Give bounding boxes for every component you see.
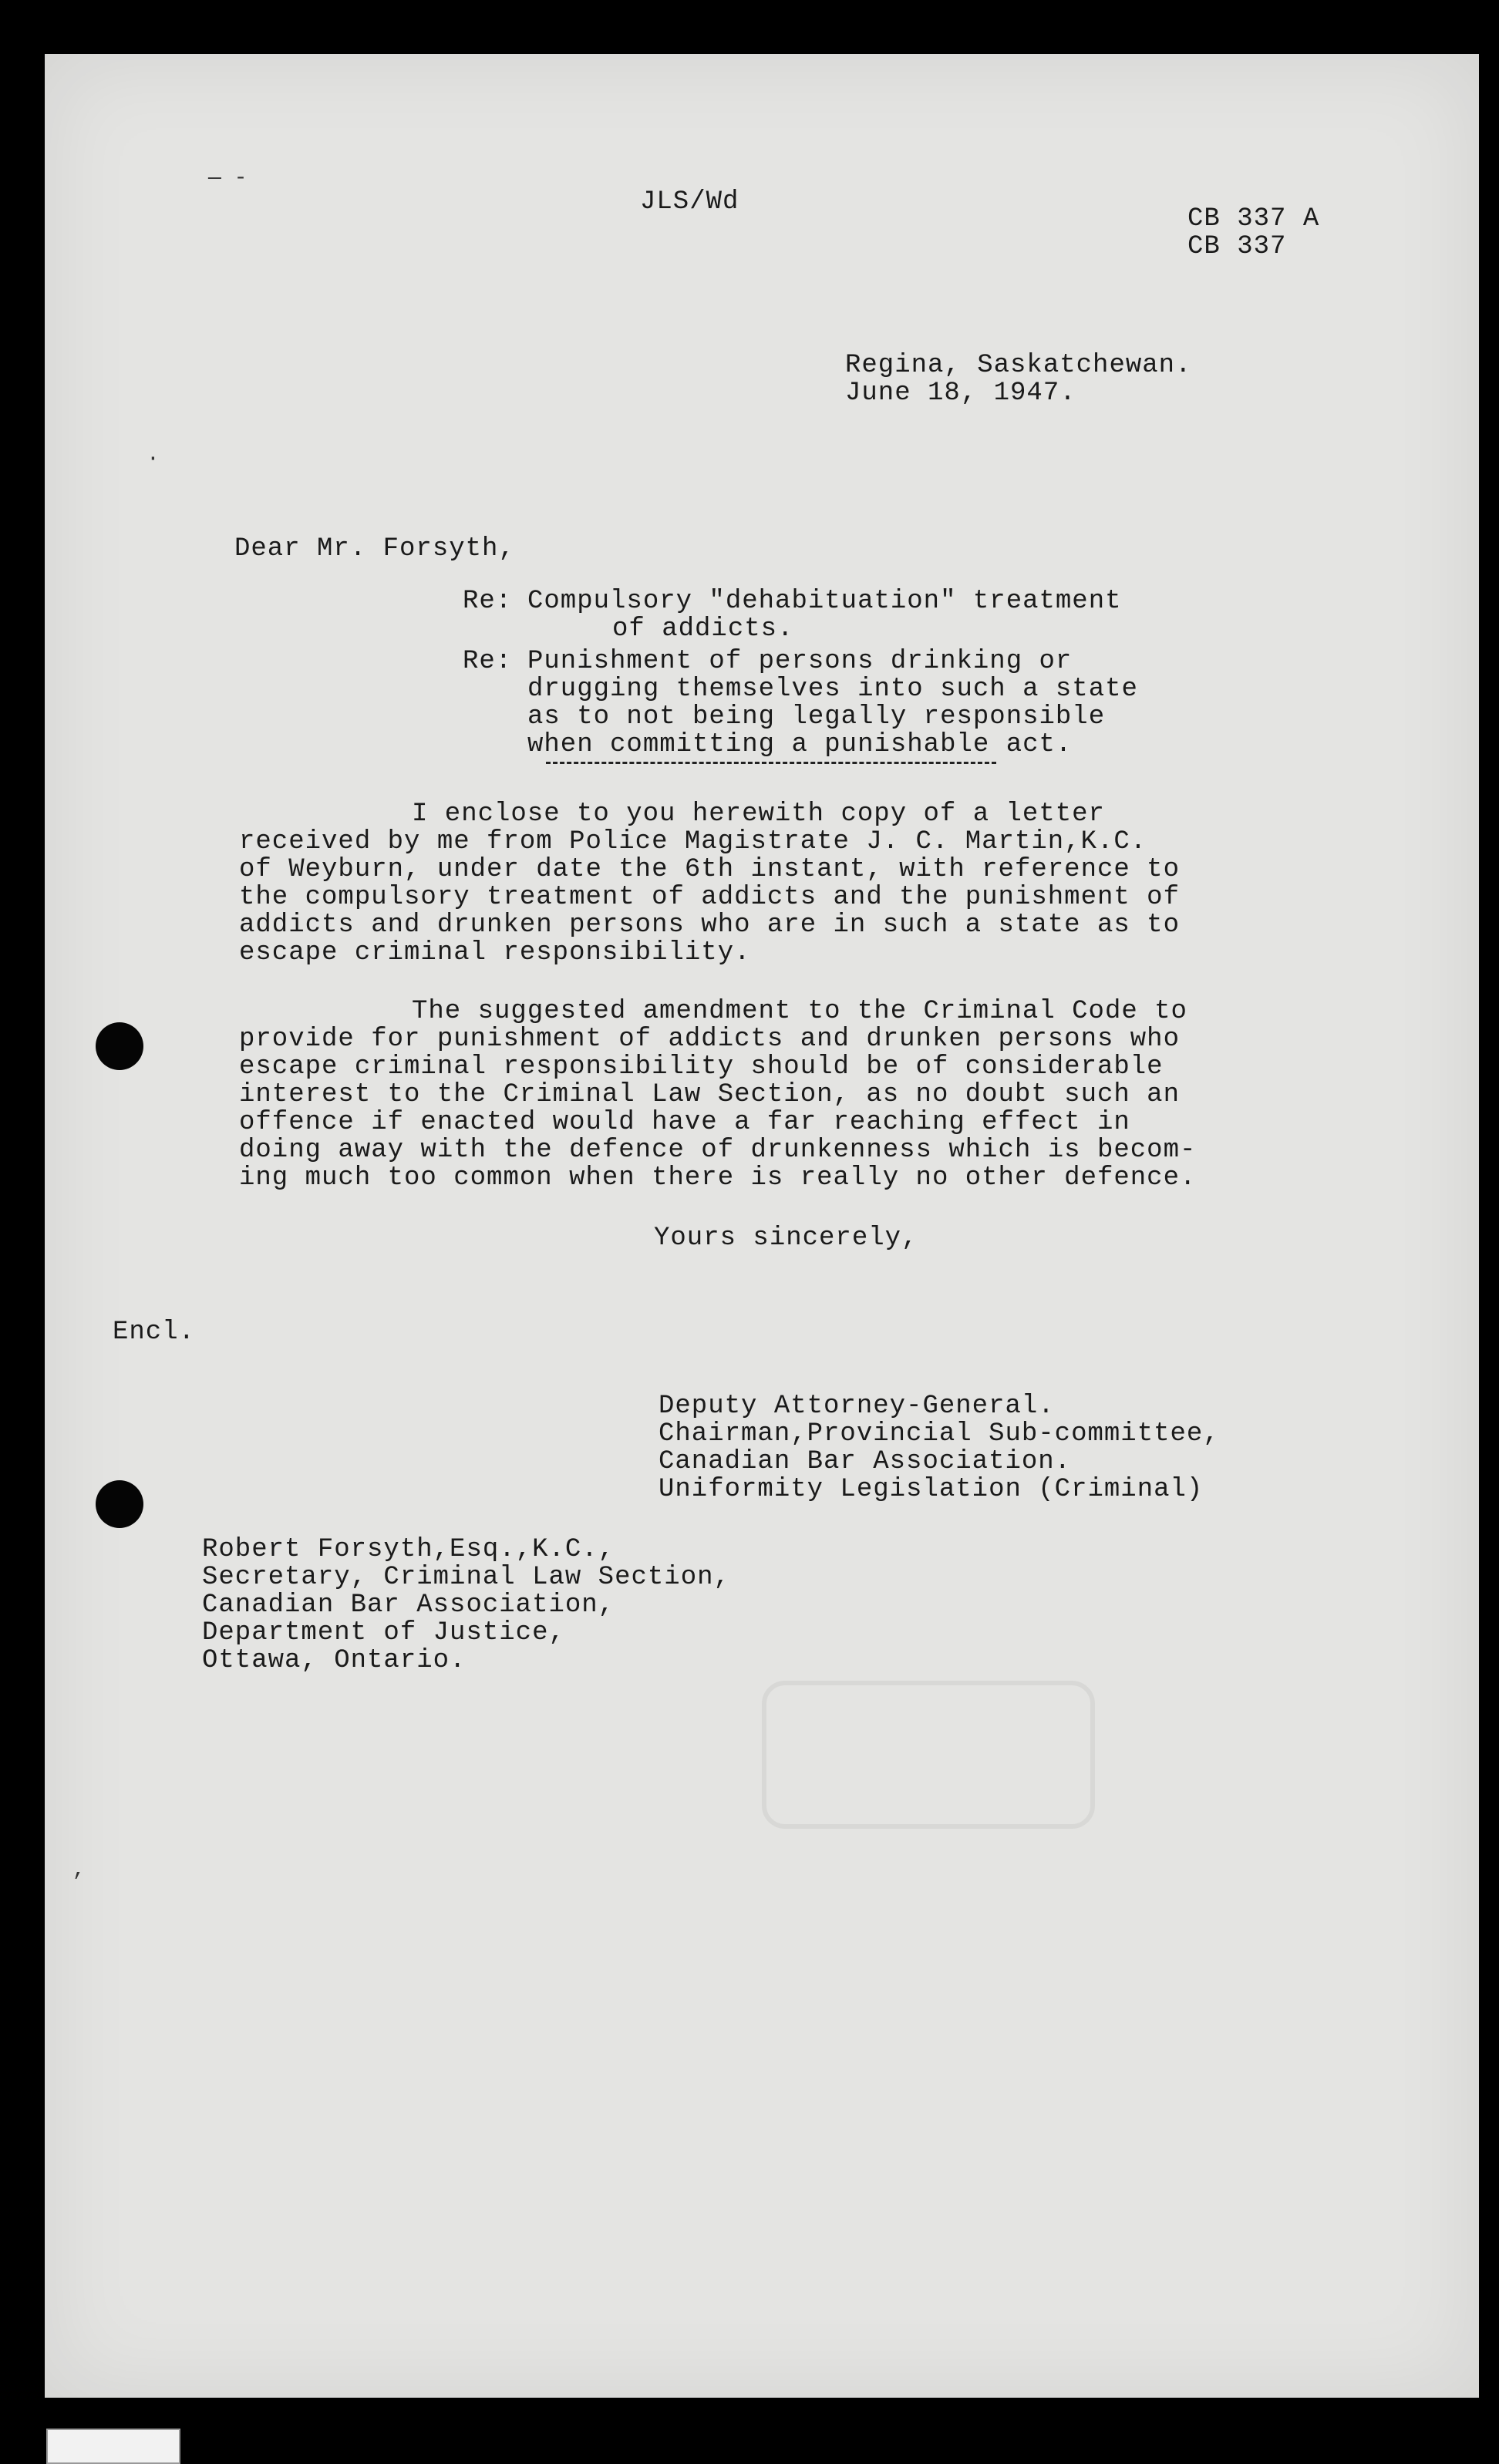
file-reference: JLS/Wd xyxy=(640,187,739,217)
re-line: Compulsory "dehabituation" treatment xyxy=(527,587,1122,616)
address-line: Ottawa, Ontario. xyxy=(202,1646,467,1675)
punch-hole-top xyxy=(96,1022,143,1070)
letter-date: June 18, 1947. xyxy=(845,379,1076,408)
paragraph-line: The suggested amendment to the Criminal Code to xyxy=(412,997,1187,1026)
subject-underline xyxy=(546,762,996,764)
stray-mark: — - xyxy=(208,167,248,190)
paragraph-line: interest to the Criminal Law Section, as no doubt such an xyxy=(239,1080,1180,1109)
paragraph-line: received by me from Police Magistrate J. C. Martin,K.C. xyxy=(239,827,1147,857)
letter-place: Regina, Saskatchewan. xyxy=(845,351,1192,380)
code-reference-a: CB 337 A xyxy=(1187,204,1320,234)
salutation: Dear Mr. Forsyth, xyxy=(234,534,515,564)
paragraph-line: the compulsory treatment of addicts and the punishment of xyxy=(239,883,1180,912)
re-line: drugging themselves into such a state xyxy=(527,675,1138,704)
paragraph-line: of Weyburn, under date the 6th instant, with reference to xyxy=(239,855,1180,884)
enclosure-note: Encl. xyxy=(113,1318,196,1347)
stray-mark: · xyxy=(147,447,160,471)
paragraph-line: offence if enacted would have a far reaching effect in xyxy=(239,1108,1130,1137)
paragraph-line: addicts and drunken persons who are in such a state as to xyxy=(239,911,1180,940)
closing: Yours sincerely, xyxy=(654,1224,918,1253)
faded-stamp xyxy=(762,1681,1095,1829)
re-prefix: Re: xyxy=(463,647,513,676)
re-line: of addicts. xyxy=(612,614,794,644)
re-line: when committing a punishable act. xyxy=(527,730,1073,759)
re-line: Punishment of persons drinking or xyxy=(527,647,1073,676)
letter-page xyxy=(45,54,1479,2398)
code-reference: CB 337 xyxy=(1187,232,1287,261)
paragraph-line: ing much too common when there is really no other defence. xyxy=(239,1163,1197,1193)
address-line: Canadian Bar Association, xyxy=(202,1590,615,1620)
address-line: Secretary, Criminal Law Section, xyxy=(202,1563,730,1592)
film-label-tab xyxy=(46,2429,180,2464)
re-prefix: Re: xyxy=(463,587,513,616)
paragraph-line: I enclose to you herewith copy of a letter xyxy=(412,799,1105,829)
paragraph-line: provide for punishment of addicts and drunken persons who xyxy=(239,1025,1180,1054)
address-line: Department of Justice, xyxy=(202,1618,565,1648)
signature-line: Deputy Attorney-General. xyxy=(659,1392,1055,1421)
signature-line: Uniformity Legislation (Criminal) xyxy=(659,1475,1204,1504)
re-line: as to not being legally responsible xyxy=(527,702,1106,732)
paragraph-line: escape criminal responsibility. xyxy=(239,938,751,968)
paragraph-line: escape criminal responsibility should be of considerable xyxy=(239,1052,1164,1082)
paragraph-line: doing away with the defence of drunkenness which is becom- xyxy=(239,1136,1197,1165)
signature-line: Canadian Bar Association. xyxy=(659,1447,1072,1476)
address-line: Robert Forsyth,Esq.,K.C., xyxy=(202,1535,615,1564)
signature-line: Chairman,Provincial Sub-committee, xyxy=(659,1419,1220,1449)
stray-mark: , xyxy=(72,1858,86,1882)
punch-hole-bottom xyxy=(96,1480,143,1528)
